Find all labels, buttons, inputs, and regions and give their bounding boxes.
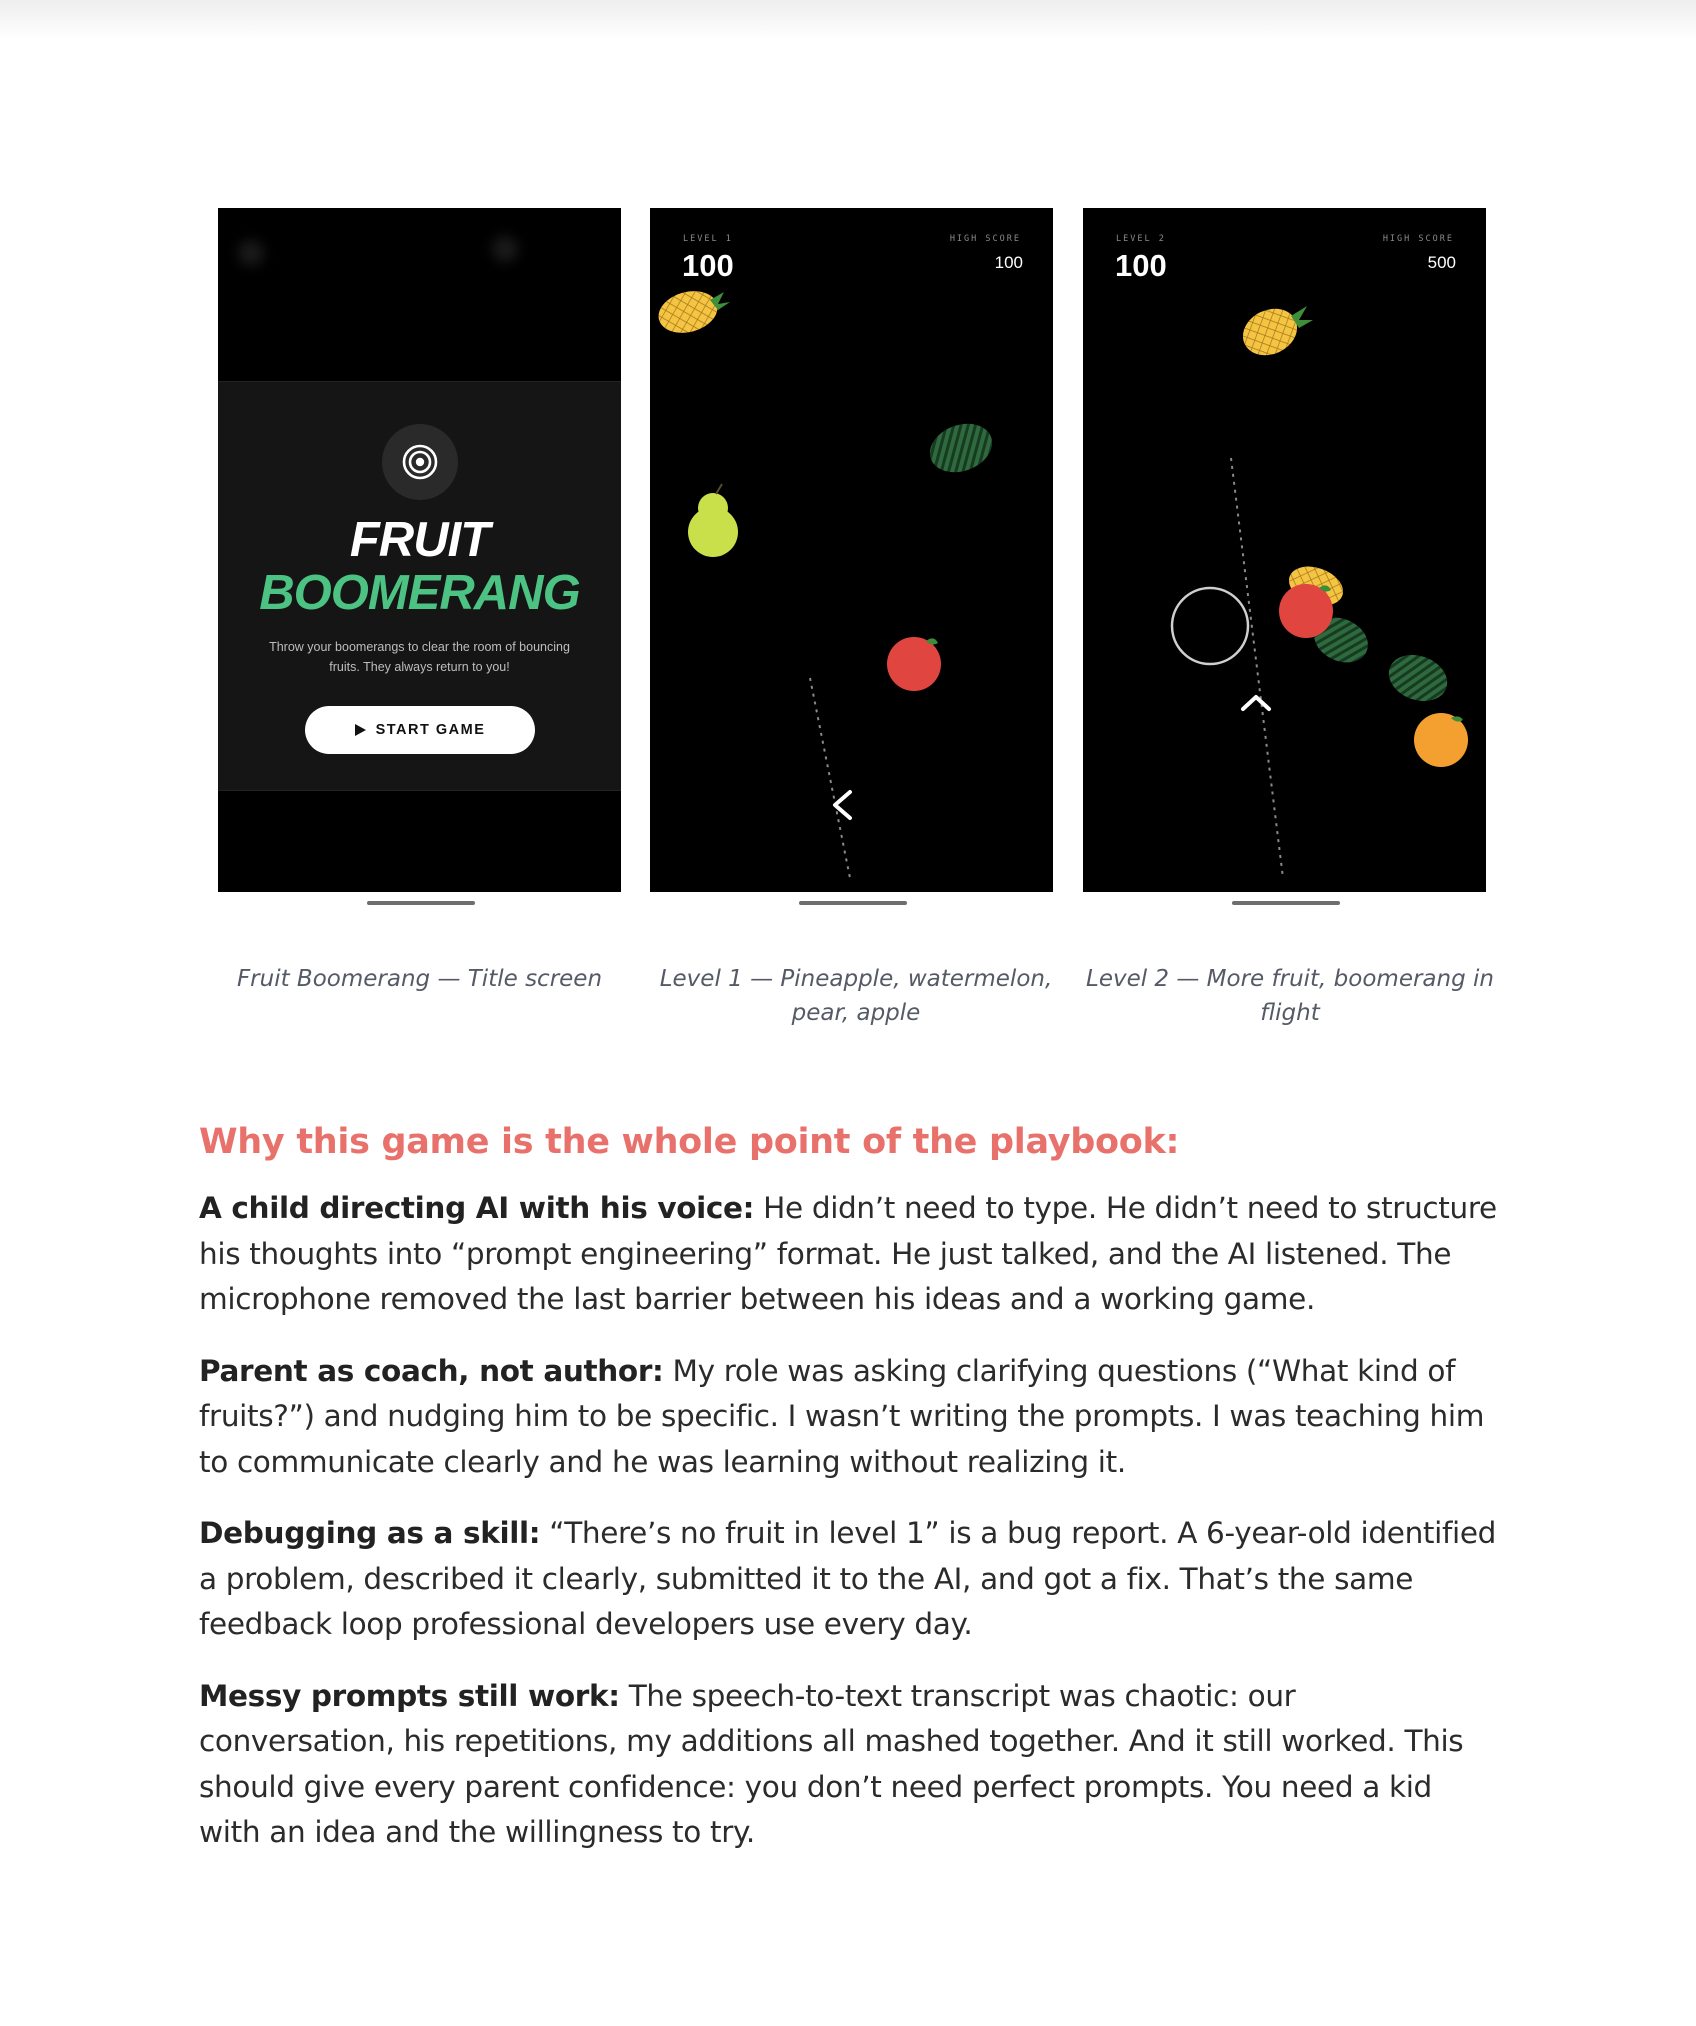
- apple-icon: [1279, 584, 1333, 638]
- throw-target-ring: [1172, 588, 1248, 664]
- blurred-icon: [238, 240, 264, 266]
- level-1-screenshot: [650, 208, 1053, 892]
- top-shade: [0, 0, 1696, 40]
- pineapple-icon: [654, 285, 730, 339]
- high-score-label: HIGH SCORE: [1382, 234, 1454, 244]
- home-indicator: [1232, 901, 1340, 905]
- game-scene: [650, 208, 1053, 892]
- paragraph-voice: [199, 1186, 1499, 1323]
- watermelon-icon: [1382, 647, 1453, 709]
- orange-icon: [1414, 713, 1468, 767]
- level-label: LEVEL 2: [1116, 234, 1166, 244]
- paragraph-lead: Messy prompts still work:: [199, 1678, 620, 1713]
- level-label: LEVEL 1: [683, 234, 733, 244]
- game-title-line-2: BOOMERANG: [259, 566, 580, 620]
- title-screen-screenshot: [218, 208, 621, 892]
- paragraph-lead: Debugging as a skill:: [199, 1516, 541, 1550]
- paragraph-coach: [199, 1349, 1499, 1486]
- game-scene: [1083, 208, 1486, 892]
- score-value: 100: [682, 248, 734, 283]
- caption-title-screen: Fruit Boomerang — Title screen: [236, 966, 603, 992]
- home-indicator: [799, 901, 907, 905]
- screenshot-gallery: [218, 208, 1494, 1068]
- high-score-value: 500: [1427, 253, 1456, 272]
- paragraph-lead: A child directing AI with his voice:: [199, 1191, 755, 1225]
- start-game-label: START GAME: [375, 722, 486, 738]
- level-2-screenshot: [1083, 208, 1486, 892]
- section-heading: Why this game is the whole point of the playbook:: [199, 1122, 1180, 1162]
- paragraph-lead: Parent as coach, not author:: [199, 1353, 664, 1388]
- paragraph-messy-prompts: [199, 1674, 1499, 1856]
- pear-icon: [688, 484, 738, 557]
- boomerang-icon: [1243, 697, 1269, 709]
- play-icon: [355, 724, 366, 736]
- game-tagline: Throw your boomerangs to clear the room of bouncing fruits. They always return to you!: [269, 640, 570, 674]
- paragraph-body: My role was asking clarifying questions (“What kind of fruits?”) and nudging him to be specific. I wasn’t writing the prompts. I was teaching him to communicate clearly and he was learning without realizing it.: [199, 1353, 1485, 1479]
- paragraph-body: He didn’t need to type. He didn’t need to structure his thoughts into “prompt engineering” format. He just talked, and the AI listened. The microphone removed the last barrier between his ideas and a working game.: [199, 1191, 1497, 1316]
- home-indicator: [367, 901, 475, 905]
- blurred-icon: [492, 236, 518, 262]
- paragraph-debugging: [199, 1511, 1499, 1648]
- playbook-section: [199, 1120, 1499, 1882]
- target-icon: [382, 424, 458, 500]
- score-value: 100: [1115, 248, 1167, 283]
- game-title-line-1: FRUIT: [349, 513, 490, 567]
- high-score-value: 100: [994, 253, 1023, 272]
- paragraph-body: The speech-to-text transcript was chaotic: our conversation, his repetitions, my additions all mashed together. And it still worked. This should give every parent confidence: you don’t need perfect prompts. You need a kid with an idea and the willingness to try.: [199, 1678, 1464, 1849]
- apple-icon: [887, 637, 941, 691]
- watermelon-icon: [923, 415, 999, 480]
- paragraph-body: “There’s no fruit in level 1” is a bug report. A 6-year-old identified a problem, described it clearly, submitted it to the AI, and got a fix. That’s the same feedback loop professional developers use every day.: [199, 1516, 1497, 1641]
- caption-level-1: Level 1 — Pineapple, watermelon, pear, apple: [659, 966, 1053, 1026]
- start-game-button[interactable]: [305, 706, 535, 754]
- title-card: [218, 381, 621, 791]
- caption-level-2: Level 2 — More fruit, boomerang in flight: [1086, 966, 1494, 1026]
- pineapple-icon: [1235, 300, 1313, 364]
- high-score-label: HIGH SCORE: [949, 234, 1021, 244]
